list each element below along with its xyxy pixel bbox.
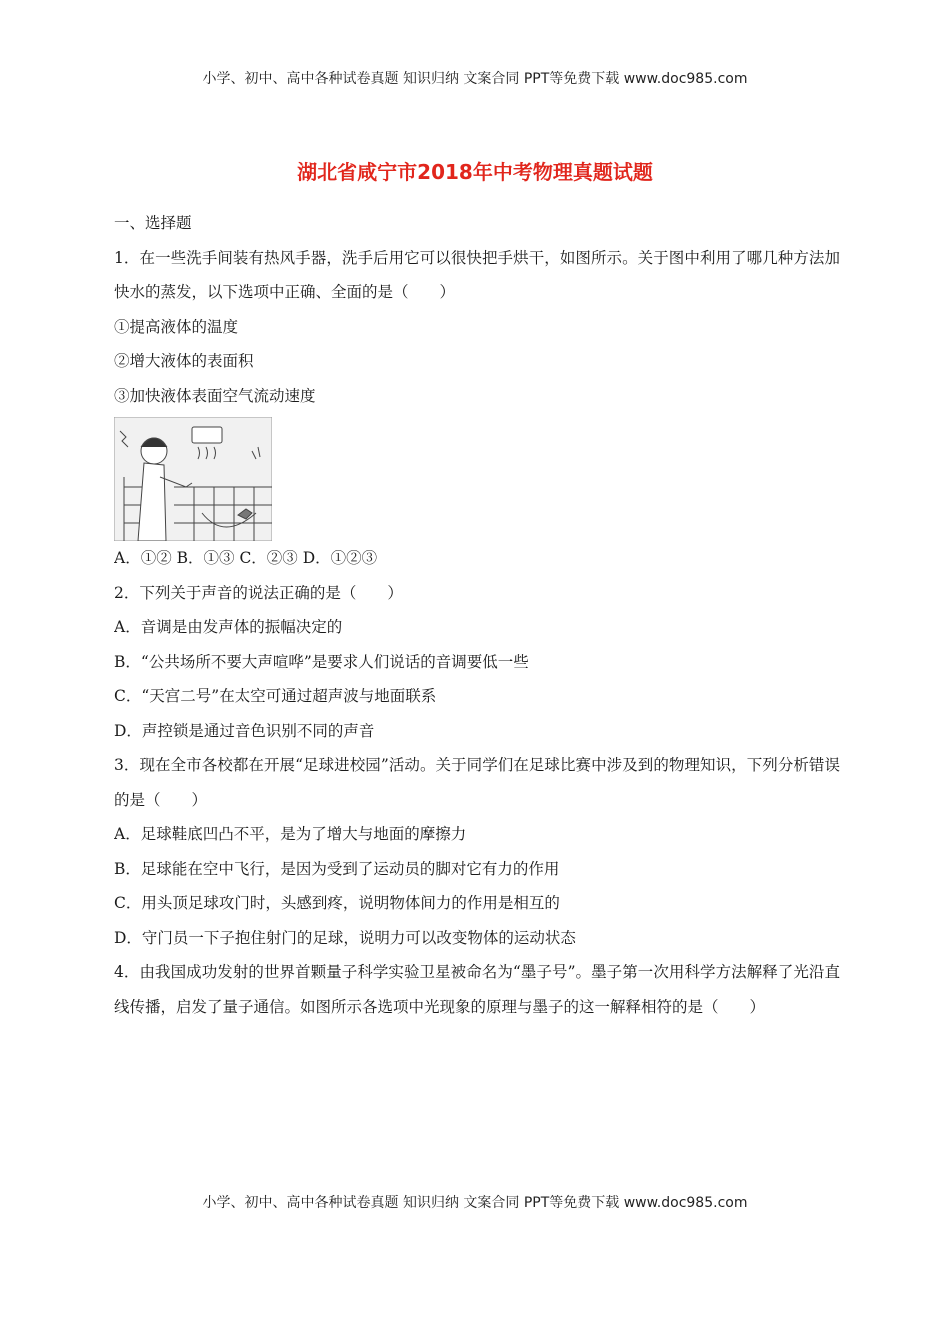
question-3-option: D．守门员一下子抱住射门的足球，说明力可以改变物体的运动状态: [114, 928, 576, 947]
question-3-option: A．足球鞋底凹凸不平，是为了增大与地面的摩擦力: [114, 825, 467, 843]
question-1-item: ②增大液体的表面积: [114, 352, 254, 370]
question-4-stem: 4．由我国成功发射的世界首颗量子科学实验卫星被命名为“墨子号”。墨子第一次用科学方法解释了光沿直线传播，启发了量子通信。如图所示各选项中光现象的原理与墨子的这一解释相符的是（ ）: [114, 963, 840, 1016]
question-2-option: D．声控锁是通过音色识别不同的声音: [114, 721, 375, 740]
question-3-option: B．足球能在空中飞行，是因为受到了运动员的脚对它有力的作用: [114, 859, 560, 878]
question-1-item: ③加快液体表面空气流动速度: [114, 386, 316, 405]
question-3-stem: 3．现在全市各校都在开展“足球进校园”活动。关于同学们在足球比赛中涉及到的物理知识，下列分析错误的是（ ）: [114, 756, 840, 809]
exam-content: [114, 206, 840, 1024]
question-2-option: B．“公共场所不要大声喧哗”是要求人们说话的音调要低一些: [114, 652, 529, 671]
page-title: 湖北省咸宁市2018年中考物理真题试题: [297, 160, 653, 184]
question-1-item: ①提高液体的温度: [114, 317, 239, 336]
question-1-options: A．①② B．①③ C．②③ D．①②③: [114, 549, 378, 567]
question-1-stem: 1．在一些洗手间装有热风手器，洗手后用它可以很快把手烘干，如图所示。关于图中利用了哪几种方法加快水的蒸发，以下选项中正确、全面的是（ ）: [114, 248, 840, 301]
question-2-stem: 2．下列关于声音的说法正确的是（ ）: [114, 583, 403, 602]
section-heading: 一、选择题: [114, 214, 192, 232]
page-header: 小学、初中、高中各种试卷真题 知识归纳 文案合同 PPT等免费下载 www.doc985.com: [202, 71, 748, 87]
question-3-option: C．用头顶足球攻门时，头感到疼，说明物体间力的作用是相互的: [114, 894, 560, 912]
question-2-option: C．“天宫二号”在太空可通过超声波与地面联系: [114, 687, 437, 705]
question-2-option: A．音调是由发声体的振幅决定的: [114, 618, 343, 636]
page-footer: 小学、初中、高中各种试卷真题 知识归纳 文案合同 PPT等免费下载 www.doc985.com: [202, 1195, 748, 1211]
hand-dryer-figure: [114, 417, 272, 541]
